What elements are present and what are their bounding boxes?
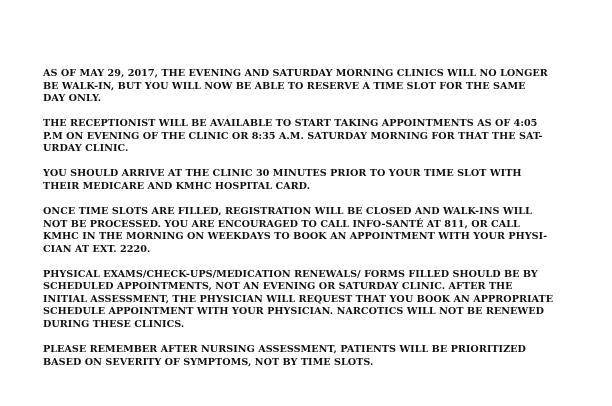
scheduled-appointments-paragraph: PHYSICAL EXAMS/CHECK-UPS/MEDICATION RENEWALS/ FORMS FILLED SHOULD BE BY SCHEDULED APPOINTMENTS, NOT AN EVENING OR SATURDAY CLINIC. AFTER THE INITIAL ASSESSMENT, THE PHYSICIAN WILL REQUEST THAT YOU BOOK AN APPROPRIATE SCHEDULE APPOINTMENT WITH YOUR PHYSICIAN. NARCOTICS WILL NOT BE RENEWED DURING THESE CLINICS. (43, 268, 554, 331)
walk-in-change-paragraph: AS OF MAY 29, 2017, THE EVENING AND SATURDAY MORNING CLINICS WILL NO LONGER BE WALK-IN, BUT YOU WILL NOW BE ABLE TO RESERVE A TIME SLOT FOR THE SAME DAY ONLY. (43, 68, 548, 105)
receptionist-hours-paragraph: THE RECEPTIONIST WILL BE AVAILABLE TO START TAKING APPOINTMENTS AS OF 4:05 P.M ON EVENING OF THE CLINIC OR 8:35 A.M. SATURDAY MORNING FOR THAT THE SAT- URDAY CLINIC. (43, 118, 543, 155)
arrival-instructions-paragraph: YOU SHOULD ARRIVE AT THE CLINIC 30 MINUTES PRIOR TO YOUR TIME SLOT WITH THEIR MEDICARE AND KMHC HOSPITAL CARD. (43, 168, 522, 192)
clinic-notice (43, 68, 573, 382)
registration-closed-paragraph: ONCE TIME SLOTS ARE FILLED, REGISTRATION WILL BE CLOSED AND WALK-INS WILL NOT BE PROCESSED. YOU ARE ENCOURAGED TO CALL INFO-SANTÉ AT 811, OR CALL KMHC IN THE MORNING ON WEEKDAYS TO BOOK AN APPOINTMENT WITH YOUR PHYSI- CIAN AT EXT. 2220. (43, 205, 548, 255)
prioritization-paragraph: PLEASE REMEMBER AFTER NURSING ASSESSMENT, PATIENTS WILL BE PRIORITIZED BASED ON SEVERITY OF SYMPTOMS, NOT BY TIME SLOTS. (43, 344, 526, 368)
